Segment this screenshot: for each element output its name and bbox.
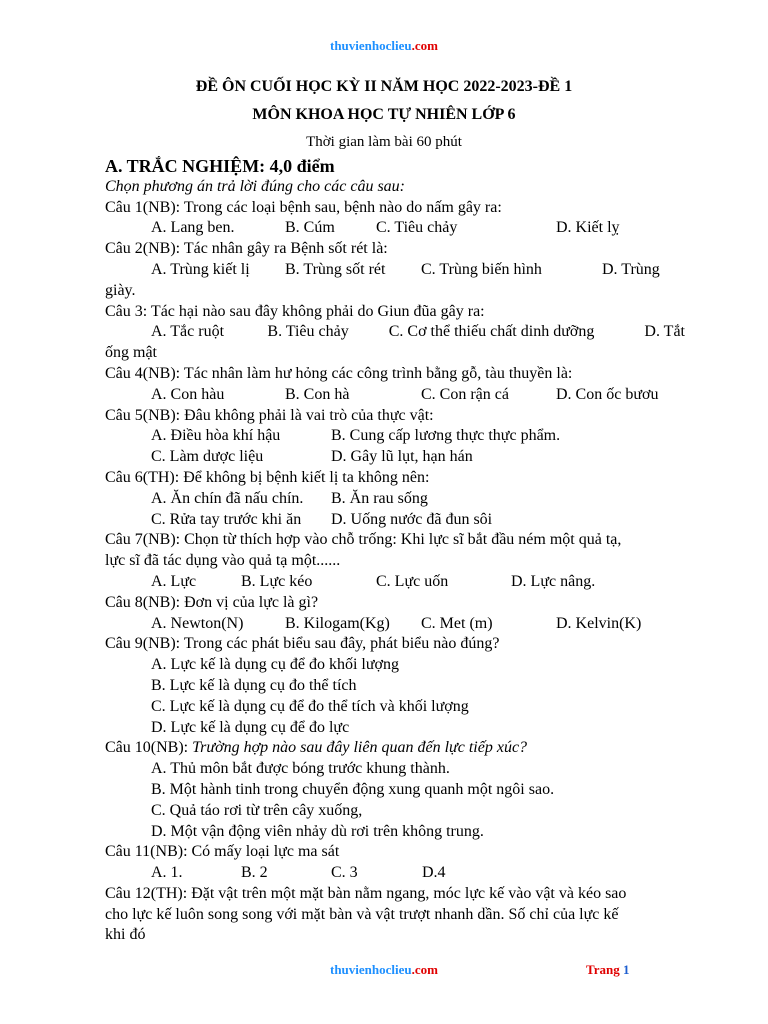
option: A. Điều hòa khí hậu <box>151 427 281 445</box>
question-5-stem: Câu 5(NB): Đâu không phải là vai trò của thực vật: <box>105 406 434 424</box>
question-4-stem: Câu 4(NB): Tác nhân làm hư hỏng các công trình bằng gỗ, tàu thuyền là: <box>105 364 573 382</box>
question-1-stem: Câu 1(NB): Trong các loại bệnh sau, bệnh nào do nấm gây ra: <box>105 198 502 216</box>
subject-title: MÔN KHOA HỌC TỰ NHIÊN LỚP 6 <box>252 106 516 123</box>
option: B. Một hành tinh trong chuyển động xung quanh một ngôi sao. <box>151 780 555 798</box>
question-3-stem: Câu 3: Tác hại nào sau đây không phải do Giun đũa gây ra: <box>105 302 485 320</box>
question-10-stem <box>105 738 685 759</box>
footer-site-domain: .com <box>411 962 438 977</box>
page-number <box>586 962 629 978</box>
question-2-stem: Câu 2(NB): Tác nhân gây ra Bệnh sốt rét là: <box>105 240 388 258</box>
time-limit: Thời gian làm bài 60 phút <box>306 134 462 150</box>
option: B. Cúm <box>285 219 335 237</box>
option: B. Kilogam(Kg) <box>285 614 390 632</box>
option: B. Con hà <box>285 385 350 403</box>
option: C. Con rận cá <box>421 385 509 403</box>
option: B. Trùng sốt rét <box>285 260 386 278</box>
page-label: Trang <box>586 962 623 977</box>
option: A. Tắc ruột <box>151 323 225 341</box>
option: A. Lang ben. <box>151 219 235 237</box>
question-10-prefix: Câu 10(NB): <box>105 739 193 757</box>
question-7-options <box>105 572 685 593</box>
site-name: thuvienhoclieu <box>330 38 412 53</box>
question-8-stem: Câu 8(NB): Đơn vị của lực là gì? <box>105 593 319 611</box>
question-3-continuation: ống mật <box>105 344 157 362</box>
option: D.4 <box>422 864 446 882</box>
option: B. Tiêu chảy <box>267 323 349 341</box>
section-instruction: Chọn phương án trả lời đúng cho các câu sau: <box>105 177 405 195</box>
site-header-link[interactable] <box>0 38 768 54</box>
question-11-options <box>105 863 685 884</box>
option: C. Tiêu chảy <box>376 219 458 237</box>
footer-site-name: thuvienhoclieu <box>330 962 412 977</box>
question-5-options-row-1 <box>105 426 685 447</box>
option: B. Ăn rau sống <box>331 489 428 507</box>
option: D. Gây lũ lụt, hạn hán <box>331 448 473 466</box>
site-footer-link[interactable] <box>0 962 768 978</box>
option: C. 3 <box>331 864 358 882</box>
option: C. Rửa tay trước khi ăn <box>151 510 302 528</box>
question-2-continuation: giày. <box>105 281 136 299</box>
page-num: 1 <box>622 962 630 977</box>
option: D. Kelvin(K) <box>556 614 642 632</box>
exam-body <box>105 156 685 946</box>
option: C. Lực kế là dụng cụ để đo thể tích và khối lượng <box>151 697 469 715</box>
option: A. Lực kế là dụng cụ để đo khối lượng <box>151 656 399 674</box>
question-4-options <box>105 385 685 406</box>
option: D. Lực kế là dụng cụ để đo lực <box>151 718 350 736</box>
option: D. Một vận động viên nhảy dù rơi trên không trung. <box>151 822 484 840</box>
option: C. Quả táo rơi từ trên cây xuống, <box>151 801 363 819</box>
section-title: A. TRẮC NGHIỆM: 4,0 điểm <box>105 156 335 176</box>
exam-title: ĐỀ ÔN CUỐI HỌC KỲ II NĂM HỌC 2022-2023-ĐỀ 1 <box>195 78 573 95</box>
option: A. Con hàu <box>151 385 225 403</box>
question-10-text: Trường hợp nào sau đây liên quan đến lực tiếp xúc? <box>192 739 528 757</box>
question-8-options <box>105 614 685 635</box>
question-6-options-row-1 <box>105 489 685 510</box>
option: A. Newton(N) <box>151 614 244 632</box>
option: C. Làm dược liệu <box>151 448 264 466</box>
option: B. Lực kéo <box>241 572 313 590</box>
question-12-line: khi đó <box>105 926 146 944</box>
option: D. Lực nâng. <box>511 572 596 590</box>
option: C. Lực uốn <box>376 572 449 590</box>
question-12-line: Câu 12(TH): Đặt vật trên một mặt bàn nằm ngang, móc lực kế vào vật và kéo sao <box>105 884 627 902</box>
site-domain: .com <box>411 38 438 53</box>
option: A. Trùng kiết lị <box>151 260 250 278</box>
option: A. Ăn chín đã nấu chín. <box>151 489 304 507</box>
option: B. Cung cấp lương thực thực phẩm. <box>331 427 561 445</box>
question-2-options <box>105 260 685 281</box>
option: C. Cơ thể thiếu chất dinh dưỡng <box>388 323 595 341</box>
question-9-stem: Câu 9(NB): Trong các phát biểu sau đây, phát biểu nào đúng? <box>105 635 500 653</box>
question-6-stem: Câu 6(TH): Để không bị bệnh kiết lị ta không nên: <box>105 468 430 486</box>
option: A. Thủ môn bắt được bóng trước khung thành. <box>151 760 450 778</box>
question-11-stem: Câu 11(NB): Có mấy loại lực ma sát <box>105 843 340 861</box>
option: B. 2 <box>241 864 268 882</box>
option: D. Tắt <box>644 323 685 341</box>
question-5-options-row-2 <box>105 447 685 468</box>
question-1-options <box>105 218 685 239</box>
question-6-options-row-2 <box>105 510 685 531</box>
option: A. 1. <box>151 864 183 882</box>
question-12-line: cho lực kế luôn song song với mặt bàn và vật trượt nhanh dần. Số chỉ của lực kế <box>105 905 619 923</box>
option: C. Trùng biến hình <box>421 260 542 278</box>
option: D. Trùng <box>602 260 660 278</box>
option: C. Met (m) <box>421 614 493 632</box>
question-7-continuation: lực sĩ đã tác dụng vào quả tạ một...... <box>105 552 341 570</box>
question-3-options <box>105 322 685 343</box>
option: B. Lực kế là dụng cụ đo thể tích <box>151 676 357 694</box>
option: D. Con ốc bươu <box>556 385 659 403</box>
option: D. Kiết lỵ <box>556 219 620 237</box>
option: D. Uống nước đã đun sôi <box>331 510 493 528</box>
question-7-stem: Câu 7(NB): Chọn từ thích hợp vào chỗ trống: Khi lực sĩ bắt đầu ném một quả tạ, <box>105 531 622 549</box>
option: A. Lực <box>151 572 197 590</box>
